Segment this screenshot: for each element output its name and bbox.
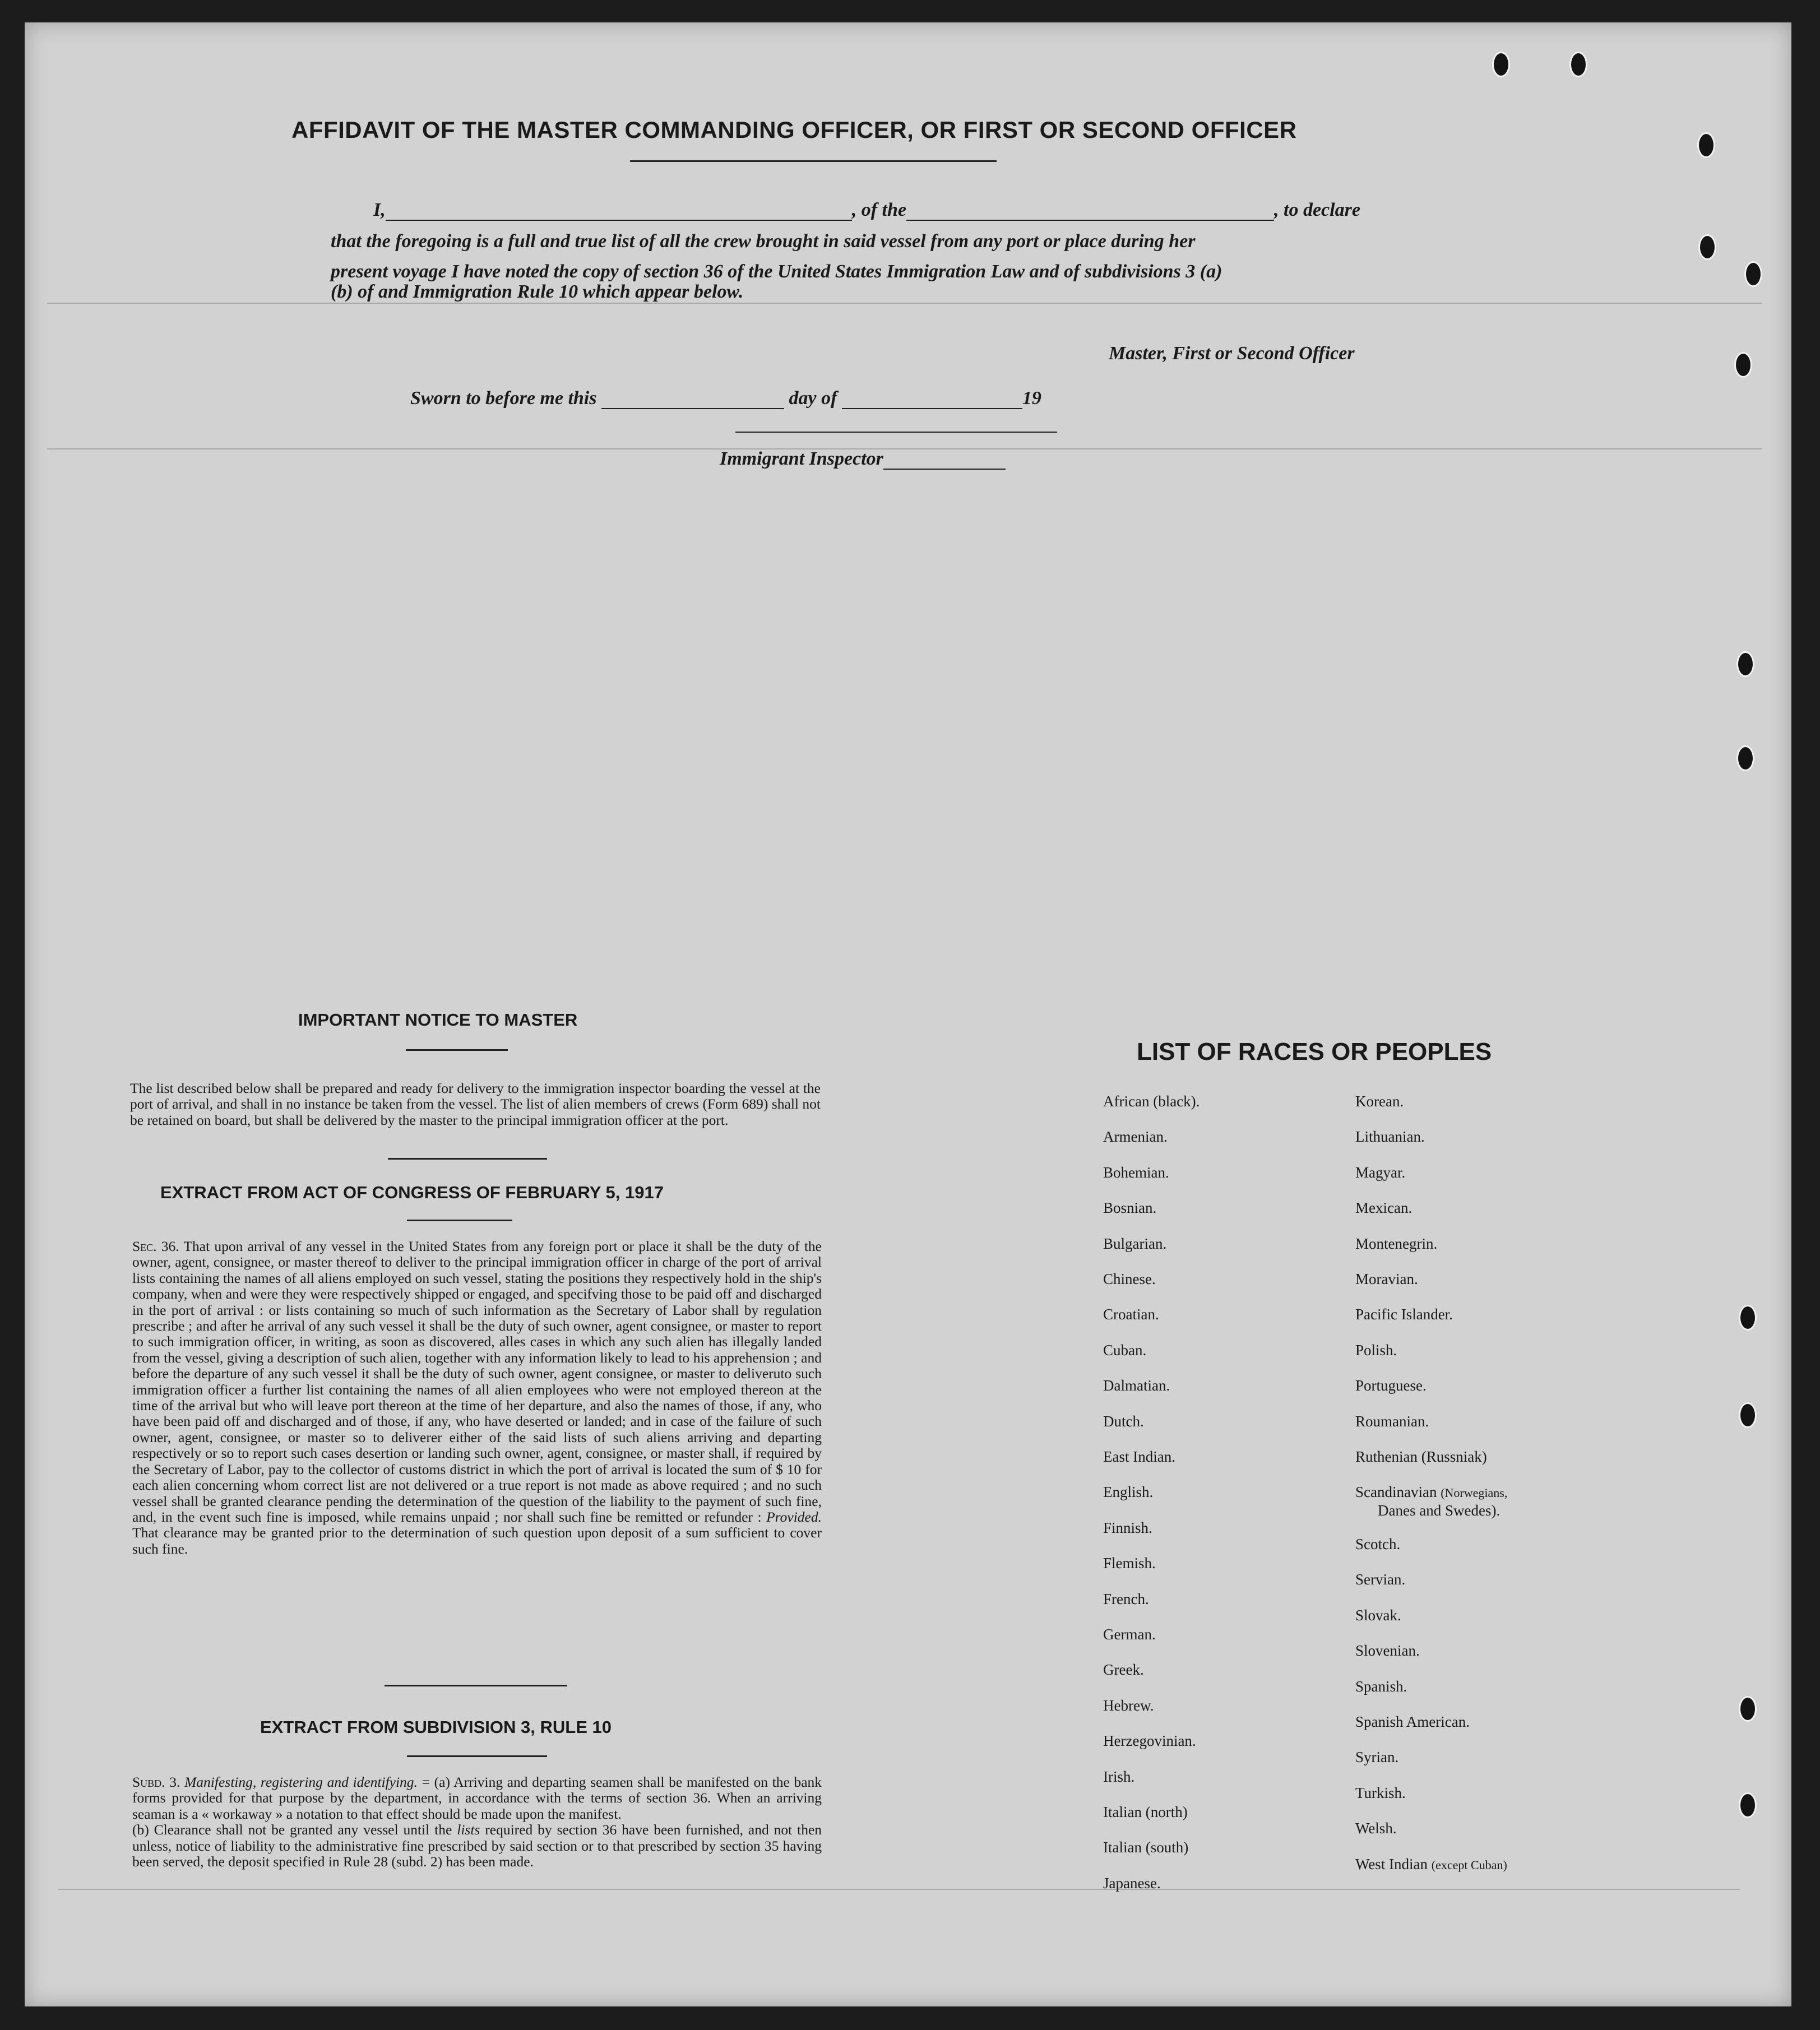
day-of-label: day of	[789, 388, 837, 409]
declaration-line-2: that the foregoing is a full and true list of all the crew brought in said vessel from any port or place during her	[331, 231, 1196, 252]
race-item: Roumanian.	[1355, 1412, 1429, 1430]
sec-label: Sec. 36.	[132, 1238, 179, 1254]
race-item: French.	[1103, 1590, 1149, 1607]
declarant-name-field[interactable]	[386, 202, 852, 221]
declaration-line-4: (b) of and Immigration Rule 10 which appear below.	[331, 281, 744, 302]
subd-b-text-2: required by section 36 have been furnished, and not then unless, notice of liability to the administrative fine prescribed by said section or to that prescribed by section 35 having been served, the deposit specified in Rule 28 (subd. 2) has been made.	[132, 1822, 822, 1870]
race-item: Bohemian.	[1103, 1164, 1169, 1181]
inspector-signature-field[interactable]	[883, 451, 1006, 470]
binding-hole-icon	[1739, 1305, 1757, 1331]
binding-hole-icon	[1739, 1696, 1757, 1722]
race-note-line-2: Danes and Swedes).	[1378, 1502, 1501, 1519]
race-note: (except Cuban)	[1431, 1857, 1507, 1872]
race-item: Slovenian.	[1355, 1642, 1420, 1660]
binding-hole-icon	[1739, 1792, 1757, 1818]
race-item-scandinavian	[1355, 1484, 1507, 1501]
race-item: Bosnian.	[1103, 1199, 1157, 1217]
race-item: Lithuanian.	[1355, 1128, 1425, 1146]
inspector-line	[720, 448, 1006, 470]
race-note: (Norwegians,	[1441, 1486, 1508, 1500]
affidavit-title: AFFIDAVIT OF THE MASTER COMMANDING OFFICER, OR FIRST OR SECOND OFFICER	[291, 117, 1297, 143]
notice-heading-rule	[406, 1049, 508, 1051]
act-extract-heading-rule	[407, 1220, 512, 1221]
bleed-through-rule	[47, 303, 1762, 304]
of-the-label: , of the	[851, 200, 907, 220]
binding-hole-icon	[1744, 261, 1762, 287]
rule-extract-heading: EXTRACT FROM SUBDIVISION 3, RULE 10	[260, 1717, 612, 1737]
signature-line	[735, 432, 1057, 433]
race-item: Spanish American.	[1355, 1713, 1470, 1730]
race-item: Scotch.	[1355, 1536, 1401, 1552]
act-extract-bottom-rule	[385, 1685, 567, 1686]
notice-bottom-rule	[388, 1158, 547, 1160]
race-item: Flemish.	[1103, 1555, 1156, 1572]
race-item: Cuban.	[1103, 1341, 1147, 1359]
binding-hole-icon	[1739, 1402, 1757, 1428]
notice-heading: IMPORTANT NOTICE TO MASTER	[298, 1010, 578, 1030]
race-item: Turkish.	[1355, 1784, 1406, 1801]
race-item: Ruthenian (Russniak)	[1355, 1448, 1487, 1465]
race-item: Italian (south)	[1103, 1839, 1189, 1856]
sworn-day-field[interactable]	[601, 390, 784, 409]
race-item: Armenian.	[1103, 1128, 1168, 1146]
race-item: Polish.	[1355, 1341, 1397, 1359]
race-item: Croatian.	[1103, 1306, 1159, 1323]
act-section-36-text	[132, 1239, 822, 1557]
binding-hole-icon	[1736, 651, 1754, 677]
sworn-line	[410, 388, 1041, 409]
race-item: Welsh.	[1355, 1820, 1397, 1837]
race-name: Scandinavian	[1355, 1484, 1437, 1501]
bleed-through-rule	[58, 1889, 1740, 1890]
race-item: Dalmatian.	[1103, 1377, 1170, 1394]
race-item: Finnish.	[1103, 1519, 1152, 1536]
race-item: Herzegovinian.	[1103, 1732, 1196, 1750]
sworn-year-label: 19	[1022, 388, 1041, 409]
race-item: Syrian.	[1355, 1749, 1399, 1766]
sec-36-body: That upon arrival of any vessel in the United States from any foreign port or place it shall be the duty of the owner, agent, consignee, or master thereof to deliver to the principal immigration officer in charge of the port of arrival lists containing the names of all aliens employed on such vessel, stating the positions they respectively hold in the ship's company, when and were they were respectively shipped or engaged, and specifving those to be paid off and discharged in the port of arrival : or lists containing so much of such information as the Secretary of Labor shall by regulation prescribe ; and after he arrival of any such vessel it shall be the duty of such owner, agent consignee, or master to report to such immigration officer, in writing, as soon as discovered, alles cases in which any such alien has illegally landed from the vessel, giving a description of such alien, together with any information likely to lead to his apprehension ; and before the departure of any such vessel it shall be the duty of such owner, agent consignee, or master to deliveruto such immigration officer a further list containing the names of all alien employees who were not employed thereon at the time of the arrival but who will leave port thereon at the time of her departure, and also the names of those, if any, who have been paid off and discharged and of those, if any, who have deserted or landed; and in case of the failure of such owner, agent, consignee, or master so to deliverer either of the said lists of such aliens arriving and departing respectively or so to report such cases desertion or landing such owner, agent, consignee, or master shall, if required by the Secretary of Labor, pay to the collector of customs district in which the port of arrival is located the sum of $ 10 for each alien concerning whom correct list are not delivered or a true report is not made as above required ; and no such vessel shall be granted clearance pending the determination of the question of the liability to the payment of such fine, and, in the event such fine is imposed, while remains unpaid ; nor shall such fine be remitted or refunder :	[132, 1238, 822, 1525]
subd-a-text: = (a) Arriving and departing seamen shall be manifested on the bank forms provided for that purpose by the department, in accordance with the terms of section 36. When an arriving seaman is a « workaway » a notation to that effect should be made upon the manifest.	[132, 1774, 822, 1822]
race-item: Korean.	[1355, 1093, 1404, 1110]
sworn-month-field[interactable]	[842, 390, 1022, 409]
race-name: West Indian	[1355, 1855, 1428, 1873]
race-item: German.	[1103, 1626, 1156, 1643]
races-list-title: LIST OF RACES OR PEOPLES	[1137, 1038, 1492, 1065]
race-item: Dutch.	[1103, 1412, 1144, 1430]
race-item: Hebrew.	[1103, 1697, 1154, 1714]
race-item: East Indian.	[1103, 1448, 1175, 1465]
race-item: Servian.	[1355, 1571, 1406, 1588]
race-item: Bulgarian.	[1103, 1235, 1167, 1252]
race-item: Pacific Islander.	[1355, 1306, 1453, 1323]
notice-text: The list described below shall be prepared and ready for delivery to the immigration inspector boarding the vessel at the port of arrival, and shall in no instance be taken from the vessel. The list of alien members of crews (Form 689) shall not be retained on board, but shall be delivered by the master to the principal immigration officer at the port.	[130, 1080, 821, 1128]
race-item: English.	[1103, 1484, 1154, 1501]
act-extract-heading: EXTRACT FROM ACT OF CONGRESS OF FEBRUARY 5, 1917	[160, 1183, 664, 1202]
race-item: Moravian.	[1355, 1271, 1418, 1287]
race-item: Mexican.	[1355, 1199, 1413, 1217]
sworn-prefix: Sworn to before me this	[410, 388, 597, 409]
subd-b-text-1: (b) Clearance shall not be granted any vessel until the	[132, 1822, 452, 1838]
subd-b-lists: lists	[457, 1822, 480, 1838]
binding-hole-icon	[1734, 352, 1752, 378]
subd-label: Subd. 3.	[132, 1774, 180, 1790]
to-declare-label: , to declare	[1274, 200, 1360, 220]
race-item: Italian (north)	[1103, 1804, 1188, 1820]
binding-hole-icon	[1698, 234, 1716, 260]
race-item: Chinese.	[1103, 1271, 1156, 1287]
provided-word: Provided.	[766, 1508, 822, 1525]
binding-hole-icon	[1697, 132, 1715, 158]
sec-36-proviso: That clearance may be granted prior to the determination of such question upon deposit of a sum sufficient to cover such fine.	[132, 1524, 822, 1557]
race-item-west-indian	[1355, 1856, 1507, 1873]
document-page	[25, 22, 1791, 2006]
race-item: African (black).	[1103, 1093, 1200, 1110]
master-signature-label: Master, First or Second Officer	[1109, 343, 1355, 364]
race-item: Montenegrin.	[1355, 1235, 1438, 1252]
declaration-line-1	[373, 200, 1360, 221]
binding-hole-icon	[1569, 52, 1587, 77]
race-item: Japanese.	[1103, 1874, 1161, 1892]
race-item: Slovak.	[1355, 1606, 1401, 1624]
race-item: Irish.	[1103, 1768, 1135, 1785]
binding-hole-icon	[1736, 745, 1754, 771]
rule-subdivision-text	[132, 1774, 822, 1870]
binding-hole-icon	[1492, 52, 1510, 77]
race-item: Magyar.	[1355, 1164, 1406, 1181]
declaration-line-3: present voyage I have noted the copy of section 36 of the United States Immigration Law and of subdivisions 3 (a)	[331, 261, 1222, 282]
race-item: Spanish.	[1355, 1677, 1407, 1695]
subd-heading: Manifesting, registering and identifying.	[184, 1774, 418, 1790]
vessel-name-field[interactable]	[906, 202, 1274, 221]
inspector-label: Immigrant Inspector	[720, 448, 883, 469]
race-item: Portuguese.	[1355, 1377, 1427, 1394]
rule-extract-heading-rule	[407, 1755, 547, 1757]
race-item: Greek.	[1103, 1661, 1144, 1679]
declarant-prefix: I,	[373, 200, 386, 220]
title-underline	[630, 160, 997, 162]
